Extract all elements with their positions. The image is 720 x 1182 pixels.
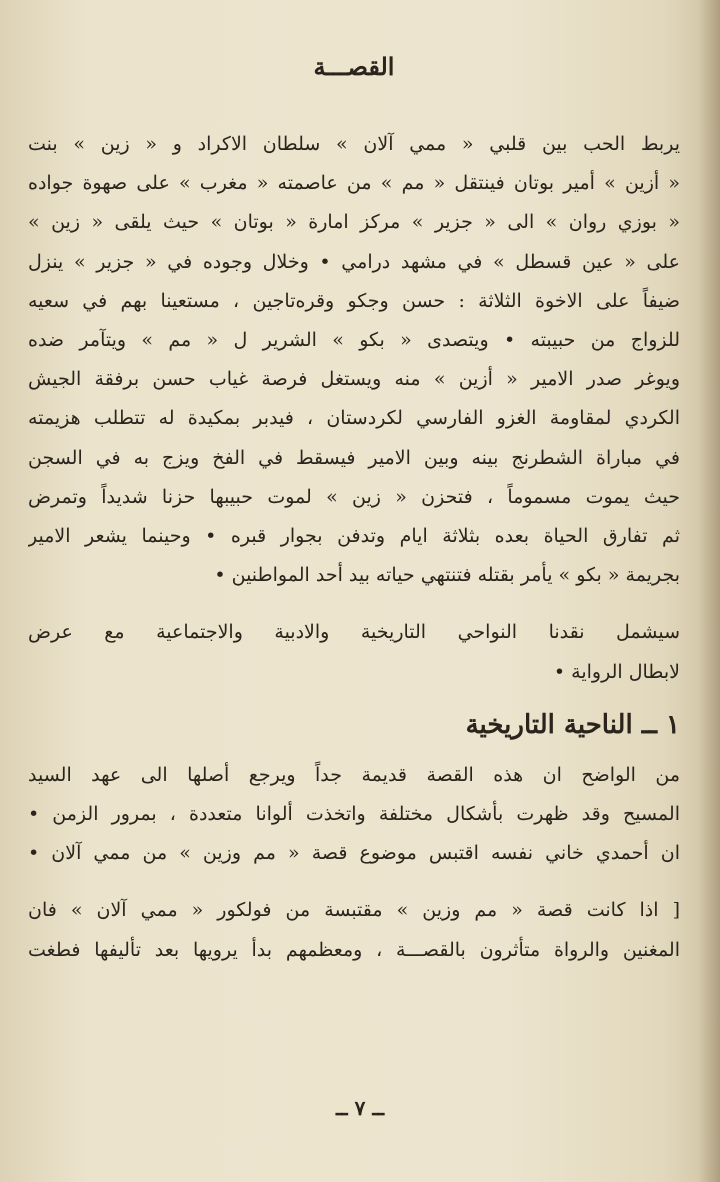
paragraph-quote	[28, 891, 680, 969]
paragraph-critique-scope	[28, 613, 680, 691]
text-line: ان أحمدي خاني نفسه اقتبس موضوع قصة « مم وزين » من ممي آلان •	[28, 842, 680, 865]
page-number: ــ ٧ ــ	[335, 1096, 385, 1120]
paragraph-story	[28, 125, 680, 595]
text-line: « أزين » أمير بوتان فينتقل « مم » من عاصمته « مغرب » على صهوة جواده	[28, 172, 680, 195]
text-line: لابطال الرواية •	[553, 660, 680, 683]
text-line: المغنين والرواة متأثرون بالقصـــة ، ومعظمهم بدأ يرويها بعد تأليفها فطغت	[28, 938, 680, 961]
text-line: حيث يموت مسموماً ، فتحزن « زين » لموت حبيبها حزنا شديداً وتمرض	[28, 485, 680, 508]
text-line: بجريمة « بكو » يأمر بقتله فتنتهي حياته بيد أحد المواطنين •	[214, 564, 680, 587]
text-line: [ اذا كانت قصة « مم وزين » مقتبسة من فولكور « ممي آلان » فان	[28, 899, 680, 922]
text-line: على « عين قسطل » في مشهد درامي • وخلال وجوده في « جزير » ينزل	[28, 250, 680, 273]
text-line: للزواج من حبيبته • ويتصدى « بكو » الشرير ل « مم » ويتآمر ضده	[28, 329, 680, 352]
page-edge-shadow	[698, 0, 720, 1182]
text-line: « بوزي روان » الى « جزير » مركز امارة « بوتان » حيث يلقى « زين »	[28, 211, 680, 234]
text-line: في مباراة الشطرنج بينه وبين الامير فيسقط في الفخ ويزج به في السجن	[28, 446, 680, 469]
text-line: يربط الحب بين قلبي « ممي آلان » سلطان الاكراد و « زين » بنت	[28, 133, 680, 155]
text-line: ويوغر صدر الامير « أزين » منه ويستغل فرصة غياب حسن برفقة الجيش	[28, 368, 680, 391]
text-line: الكردي لمقاومة الغزو الفارسي لكردستان ، فيدبر بمكيدة له تتطلب هزيمته	[28, 407, 680, 430]
text-line: ثم تفارق الحياة بعده بثلاثة ايام وتدفن بجوار قبره • وحينما يشعر الامير	[28, 525, 680, 548]
text-line: سيشمل نقدنا النواحي التاريخية والادبية والاجتماعية مع عرض	[28, 621, 680, 644]
paragraph-history	[28, 756, 680, 874]
page-title: القصـــة	[313, 52, 395, 81]
text-line: ضيفاً على الاخوة الثلاثة : حسن وجكو وقره‌تاجين ، مستعينا بهم في سعيه	[28, 289, 680, 312]
text-line: من الواضح ان هذه القصة قديمة جداً ويرجع أصلها الى عهد السيد	[28, 763, 680, 786]
section-heading: ١ ــ الناحية التاريخية	[465, 709, 680, 740]
page-content	[28, 40, 680, 970]
text-line: المسيح وقد ظهرت بأشكال مختلفة واتخذت ألوانا متعددة ، بمرور الزمن •	[28, 803, 680, 826]
